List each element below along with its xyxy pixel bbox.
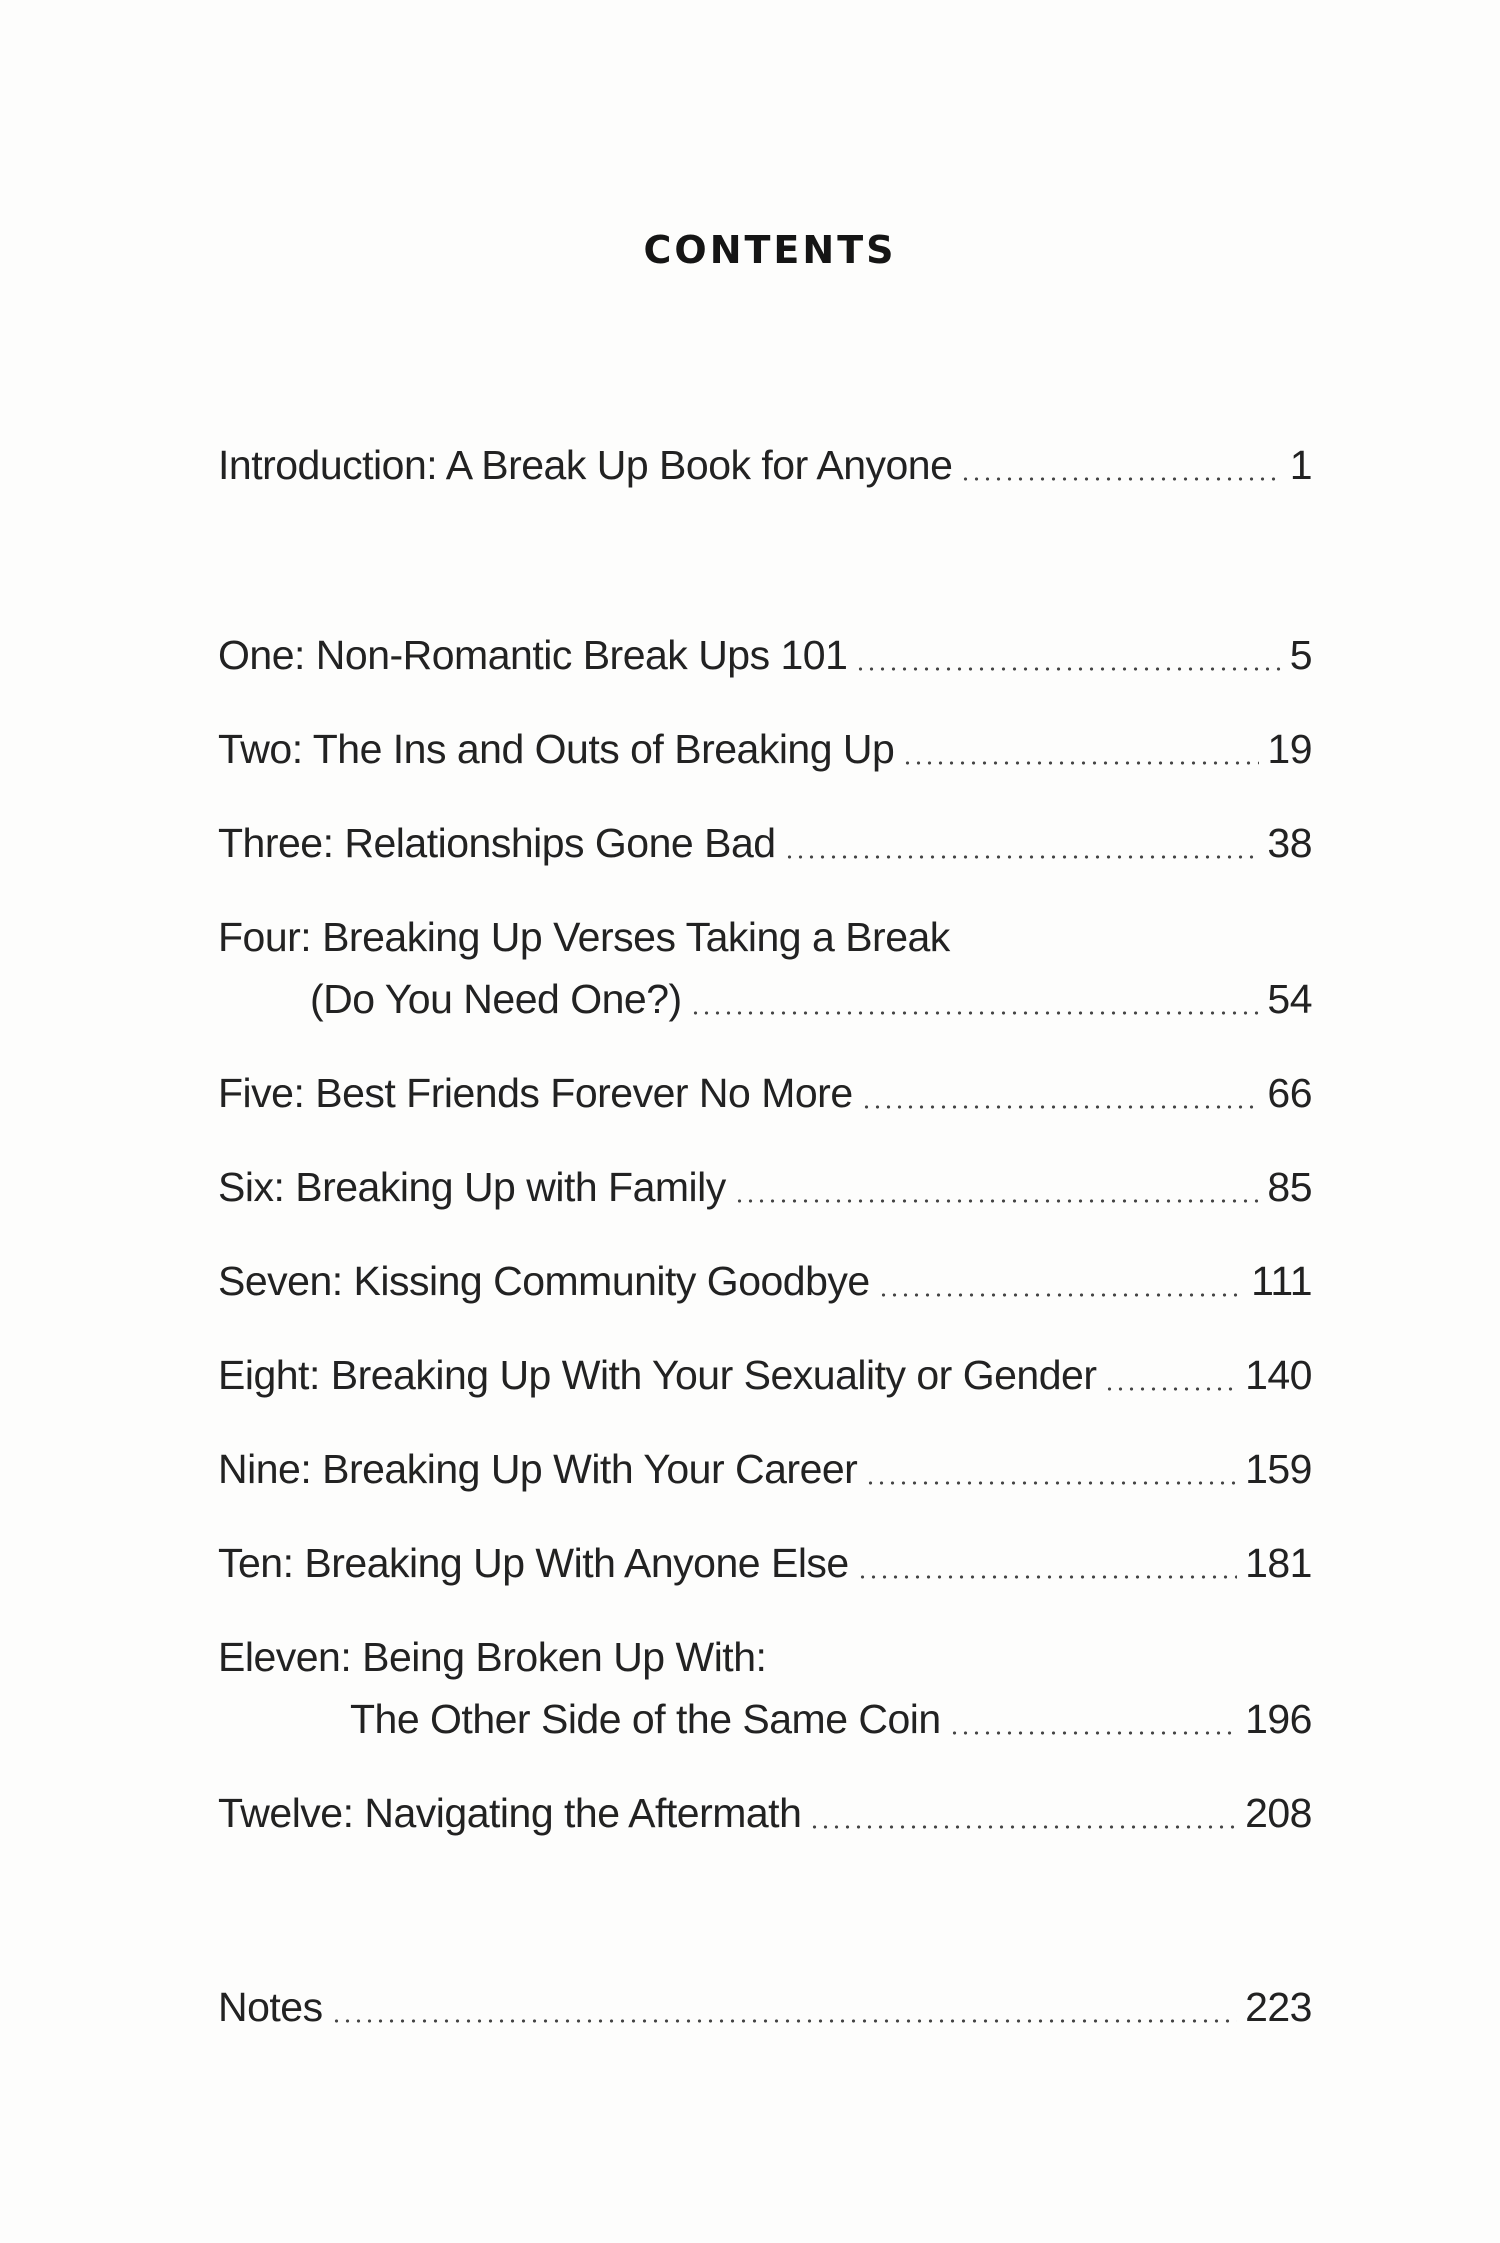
toc-page-number: 223 <box>1245 1984 1312 2030</box>
dot-leader <box>331 2018 1237 2024</box>
dot-leader <box>902 760 1259 766</box>
dot-leader <box>960 476 1281 482</box>
toc-entry-chapter-one <box>218 624 1312 686</box>
toc-entry-chapter-five <box>218 1062 1312 1124</box>
toc-entry-title: Two: The Ins and Outs of Breaking Up <box>218 726 895 772</box>
page-title: CONTENTS <box>643 228 897 272</box>
dot-leader <box>878 1292 1243 1298</box>
dot-leader <box>865 1480 1237 1486</box>
toc-entry-title: Introduction: A Break Up Book for Anyone <box>218 442 953 488</box>
dot-leader <box>949 1730 1237 1736</box>
dot-leader <box>1104 1386 1237 1392</box>
toc-entry-chapter-seven <box>218 1250 1312 1312</box>
toc-entry-introduction <box>218 434 1312 496</box>
toc-entry-title: Three: Relationships Gone Bad <box>218 820 776 866</box>
toc-page-number: 196 <box>1245 1696 1312 1742</box>
toc-page-number: 19 <box>1267 726 1312 772</box>
toc-entry-chapter-two <box>218 718 1312 780</box>
dot-leader <box>855 666 1281 672</box>
toc-entry-notes <box>218 1976 1312 2038</box>
toc-page-number: 85 <box>1267 1164 1312 1210</box>
toc-entry-chapter-four <box>218 906 1312 1030</box>
dot-leader <box>734 1198 1260 1204</box>
toc-page-number: 159 <box>1245 1446 1312 1492</box>
dot-leader <box>861 1104 1260 1110</box>
toc-page-number: 111 <box>1251 1258 1312 1304</box>
toc-entry-title: Eleven: Being Broken Up With: <box>218 1634 767 1680</box>
toc-entry-title-continued: The Other Side of the Same Coin <box>350 1696 941 1742</box>
toc-entry-chapter-ten <box>218 1532 1312 1594</box>
toc-entry-title: Seven: Kissing Community Goodbye <box>218 1258 870 1304</box>
toc-page-number: 38 <box>1267 820 1312 866</box>
toc-page-number: 5 <box>1289 632 1312 678</box>
toc-entry-chapter-twelve <box>218 1782 1312 1844</box>
toc-entry-title: One: Non-Romantic Break Ups 101 <box>218 632 848 678</box>
toc-entry-title: Six: Breaking Up with Family <box>218 1164 726 1210</box>
toc-entry-title-continued: (Do You Need One?) <box>310 976 682 1022</box>
toc-page-number: 181 <box>1245 1540 1312 1586</box>
toc-entry-chapter-three <box>218 812 1312 874</box>
toc-page-number: 54 <box>1267 976 1312 1022</box>
toc-entry-title: Four: Breaking Up Verses Taking a Break <box>218 914 950 960</box>
toc-entry-chapter-six <box>218 1156 1312 1218</box>
toc-entry-chapter-eight <box>218 1344 1312 1406</box>
toc-entry-chapter-eleven <box>218 1626 1312 1750</box>
toc-page-number: 140 <box>1245 1352 1312 1398</box>
dot-leader <box>784 854 1260 860</box>
toc-entry-chapter-nine <box>218 1438 1312 1500</box>
toc-page-number: 208 <box>1245 1790 1312 1836</box>
toc-entry-title: Notes <box>218 1984 323 2030</box>
toc-entry-title: Twelve: Navigating the Aftermath <box>218 1790 802 1836</box>
toc-page-number: 66 <box>1267 1070 1312 1116</box>
toc-entry-title: Nine: Breaking Up With Your Career <box>218 1446 858 1492</box>
toc-entry-title: Five: Best Friends Forever No More <box>218 1070 853 1116</box>
dot-leader <box>690 1010 1260 1016</box>
dot-leader <box>809 1824 1237 1830</box>
dot-leader <box>857 1574 1237 1580</box>
toc-page-number: 1 <box>1289 442 1312 488</box>
toc-entry-title: Ten: Breaking Up With Anyone Else <box>218 1540 849 1586</box>
toc-entry-title: Eight: Breaking Up With Your Sexuality or Gender <box>218 1352 1097 1398</box>
